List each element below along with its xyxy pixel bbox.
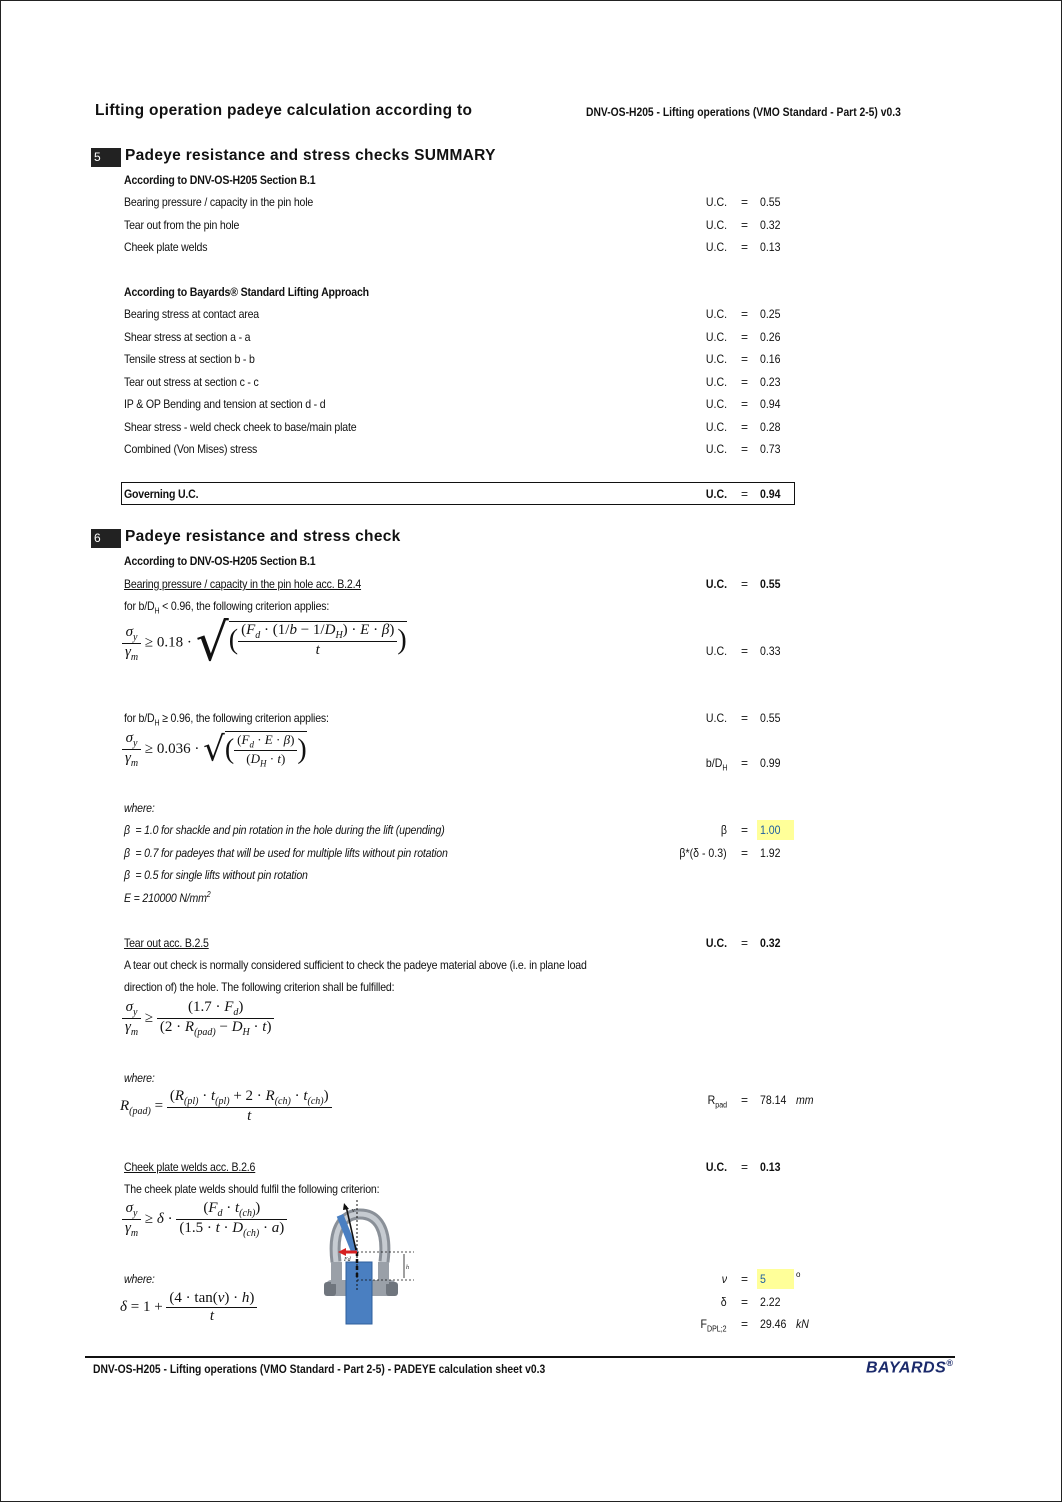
h-label: h (406, 1265, 409, 1271)
uc-key: U.C. (705, 936, 727, 950)
equals-sign: = (741, 375, 749, 389)
equals-sign: = (741, 397, 749, 411)
uc-key: U.C. (705, 195, 727, 209)
formula-delta: δ = 1 + $\frac{(4 \cdot \tan(\nu) \cdot h)}{t}$ (120, 1290, 257, 1325)
uc-key: U.C. (705, 330, 727, 344)
equals-sign: = (741, 307, 749, 321)
force-unit: kN (796, 1317, 809, 1331)
tearout-check-row (0, 934, 1062, 952)
where-label: where: (124, 1071, 155, 1085)
beta-line: = 0.7 for padeyes that will be used for multiple lifts without pin rotation (135, 846, 448, 860)
summary-row (0, 373, 1062, 391)
subsection-title: According to DNV-OS-H205 Section B.1 (124, 554, 316, 568)
check-label: Tear out from the pin hole (124, 218, 240, 232)
criterion-text-part: ≥ 0.96, the following criterion applies: (159, 711, 329, 725)
logo-text: BAYARDS (866, 1359, 947, 1377)
uc-value: 0.33 (760, 644, 781, 658)
nu-input-value[interactable]: 5 (760, 1272, 766, 1286)
formula-bearing-2: $\frac{\sigma_y}{\gamma_m}$ ≥ 0.036 · √( $\frac{(F_d \cdot E \cdot \beta)}{(D_H \cdot t)}$ ) (122, 730, 307, 769)
tearout-heading: Tear out acc. B.2.5 (124, 936, 209, 950)
tearout-description: A tear out check is normally considered sufficient to check the padeye material above (i.e. in plane load (124, 958, 587, 972)
criterion-text-part: < 0.96, the following criterion applies: (159, 599, 330, 613)
uc-key: U.C. (705, 711, 727, 725)
rpad-key-text: R (707, 1093, 716, 1107)
ratio-row (0, 754, 1062, 772)
where-label: where: (124, 1272, 155, 1286)
uc-key: U.C. (705, 442, 727, 456)
subsection-title: According to DNV-OS-H205 Section B.1 (124, 173, 316, 187)
uc-value: 0.25 (760, 307, 781, 321)
delta-value: 2.22 (760, 1295, 781, 1309)
footer-text: DNV-OS-H205 - Lifting operations (VMO Standard - Part 2-5) - PADEYE calculation sheet v0.3 (93, 1362, 546, 1376)
equals-sign: = (741, 577, 749, 591)
summary-row (0, 395, 1062, 413)
uc-key: U.C. (705, 487, 727, 501)
check-label: Bearing pressure / capacity in the pin hole (124, 195, 314, 209)
uc-value: 0.13 (760, 1160, 781, 1174)
section-number-badge: 6 (91, 529, 121, 548)
equals-sign: = (741, 420, 749, 434)
subsection-title: According to Bayards® Standard Lifting Approach (124, 285, 369, 299)
equals-sign: = (741, 711, 749, 725)
cheek-heading: Cheek plate welds acc. B.2.6 (124, 1160, 256, 1174)
beta-delta-value: 1.92 (760, 846, 781, 860)
formula-bearing-1: $\frac{\sigma_y}{\gamma_m}$ ≥ 0.18 · √( $\frac{(F_d \cdot (1/b - 1/D_H) \cdot E \cdot \beta)}{t}$ ) (122, 617, 407, 669)
formula-tearout: $\frac{\sigma_y}{\gamma_m}$ ≥ $\frac{(1.7 \cdot F_d)}{(2 \cdot R_{(pad)} - D_H \cdot t)}$ (122, 999, 274, 1038)
beta-symbol: β (124, 846, 130, 860)
beta-key: β (720, 823, 727, 837)
elastic-modulus-definition (124, 890, 211, 905)
check-label: Cheek plate welds (124, 240, 208, 254)
summary-row (0, 238, 1062, 256)
uc-value: 0.32 (760, 218, 781, 232)
uc-key: U.C. (705, 352, 727, 366)
equals-sign: = (741, 240, 749, 254)
criterion-text-part: for b/D (124, 599, 155, 613)
summary-row (0, 216, 1062, 234)
e-text: E = 210000 N/mm (124, 891, 207, 905)
criterion-text-part: for b/D (124, 711, 155, 725)
criterion-subscript: H (154, 606, 160, 616)
e-superscript: 2 (206, 890, 211, 899)
equals-sign: = (741, 330, 749, 344)
uc-key: U.C. (705, 420, 727, 434)
formula-coefficient: ≥ 0.036 · (144, 740, 200, 757)
delta-key: δ (721, 1295, 727, 1309)
equals-sign: = (741, 1093, 749, 1107)
equals-sign: = (741, 218, 749, 232)
criterion2-row (0, 709, 1062, 727)
uc-key: U.C. (705, 644, 727, 658)
beta-line: = 1.0 for shackle and pin rotation in the hole during the lift (upending) (135, 823, 445, 837)
ratio-value: 0.99 (760, 756, 781, 770)
section-number-badge: 5 (91, 148, 121, 167)
uc-value: 0.73 (760, 442, 781, 456)
force-row (0, 1315, 1062, 1333)
ratio-key-text: b/D (705, 756, 722, 770)
beta-row (0, 866, 1062, 884)
equals-sign: = (741, 1295, 749, 1309)
criterion-subscript: H (154, 718, 160, 728)
equals-sign: = (741, 1160, 749, 1174)
uc-key: U.C. (705, 218, 727, 232)
uc-value: 0.13 (760, 240, 781, 254)
beta-line: = 0.5 for single lifts without pin rotation (135, 868, 308, 882)
registered-mark: ® (946, 1358, 954, 1368)
standard-reference: DNV-OS-H205 - Lifting operations (VMO Standard - Part 2-5) v0.3 (586, 105, 901, 119)
force-key-text: F (700, 1317, 708, 1331)
nu-key: ν (721, 1272, 727, 1286)
equals-sign: = (741, 823, 749, 837)
equals-sign: = (741, 936, 749, 950)
footer-divider (85, 1356, 955, 1358)
uc-key: U.C. (705, 375, 727, 389)
beta-input-value[interactable]: 1.00 (760, 823, 781, 837)
force-key-subscript: DPL;2 (707, 1324, 727, 1334)
uc-value: 0.55 (760, 195, 781, 209)
uc-value: 0.55 (760, 711, 781, 725)
beta-definition (124, 868, 308, 882)
governing-uc-value: 0.94 (760, 487, 781, 501)
fd-label: Fd (344, 1257, 351, 1263)
uc-value: 0.55 (760, 577, 781, 591)
summary-row (0, 305, 1062, 323)
check-label: Shear stress - weld check cheek to base/main plate (124, 420, 357, 434)
uc-value: 0.32 (760, 936, 781, 950)
beta-symbol: β (124, 823, 130, 837)
rpad-key (708, 1093, 727, 1109)
summary-row (0, 350, 1062, 368)
beta-definition (124, 846, 448, 860)
check-label: Tear out stress at section c - c (124, 375, 259, 389)
check-label: IP & OP Bending and tension at section d - d (124, 397, 326, 411)
formula-rpad: $R_{(pad)}$ = $\frac{(R_{(pl)} \cdot t_{(pl)} + 2 \cdot R_{(ch)} \cdot t_{(ch)})}{t}$ (120, 1088, 332, 1125)
summary-row (0, 440, 1062, 458)
check-label: Tensile stress at section b - b (124, 352, 255, 366)
formula-cheek: $\frac{\sigma_y}{\gamma_m}$ ≥ δ · $\frac{(F_d \cdot t_{(ch)})}{(1.5 \cdot t \cdot D_{(ch)} \cdot a)}$ (122, 1200, 287, 1239)
check-label: Shear stress at section a - a (124, 330, 251, 344)
uc-key: U.C. (705, 577, 727, 591)
uc-value: 0.26 (760, 330, 781, 344)
summary-row (0, 328, 1062, 346)
equals-sign: = (741, 1272, 749, 1286)
uc-value: 0.23 (760, 375, 781, 389)
summary-row (0, 418, 1062, 436)
bayards-logo (866, 1358, 953, 1377)
tearout-description: direction of) the hole. The following criterion shall be fulfilled: (124, 980, 395, 994)
where-label: where: (124, 801, 155, 815)
rpad-key-subscript: pad (715, 1100, 727, 1110)
equals-sign: = (741, 487, 749, 501)
uc-key: U.C. (705, 397, 727, 411)
bearing-heading: Bearing pressure / capacity in the pin hole acc. B.2.4 (124, 577, 362, 591)
equals-sign: = (741, 195, 749, 209)
check-label: Bearing stress at contact area (124, 307, 260, 321)
check-label: Combined (Von Mises) stress (124, 442, 258, 456)
equals-sign: = (741, 756, 749, 770)
uc-key: U.C. (705, 240, 727, 254)
equals-sign: = (741, 644, 749, 658)
degree-unit: o (796, 1270, 801, 1279)
force-value: 29.46 (760, 1317, 787, 1331)
ratio-key-subscript: H (721, 763, 727, 773)
section-title: Padeye resistance and stress check (125, 528, 401, 545)
document-title: Lifting operation padeye calculation according to (95, 102, 473, 119)
nu-row (0, 1270, 1062, 1288)
governing-uc-row (0, 485, 1062, 503)
uc-value: 0.94 (760, 397, 781, 411)
angle-label: ν (352, 1208, 355, 1214)
beta-definition (124, 823, 445, 837)
uc-value: 0.28 (760, 420, 781, 434)
rpad-row (0, 1091, 1062, 1109)
beta-delta-row (0, 844, 1062, 862)
equals-sign: = (741, 352, 749, 366)
beta-delta-key: β*(δ - 0.3) (679, 846, 727, 860)
bearing-check-row (0, 575, 1062, 593)
section-title: Padeye resistance and stress checks SUMMARY (125, 147, 496, 164)
equals-sign: = (741, 846, 749, 860)
delta-row (0, 1293, 1062, 1311)
summary-row (0, 193, 1062, 211)
force-key (701, 1317, 727, 1333)
rpad-value: 78.14 (760, 1093, 787, 1107)
beta-row (0, 821, 1062, 839)
uc-value: 0.16 (760, 352, 781, 366)
uc-key: U.C. (705, 1160, 727, 1174)
ratio-key (705, 756, 727, 772)
criterion1-row (0, 642, 1062, 660)
equals-sign: = (741, 1317, 749, 1331)
cheek-check-row (0, 1158, 1062, 1176)
equals-sign: = (741, 442, 749, 456)
rpad-unit: mm (796, 1093, 814, 1107)
formula-coefficient: ≥ 0.18 · (144, 634, 192, 651)
uc-key: U.C. (705, 307, 727, 321)
cheek-description: The cheek plate welds should fulfil the following criterion: (124, 1182, 380, 1196)
arrowhead-icon (343, 1203, 349, 1210)
governing-label: Governing U.C. (124, 487, 199, 501)
beta-symbol: β (124, 868, 130, 882)
